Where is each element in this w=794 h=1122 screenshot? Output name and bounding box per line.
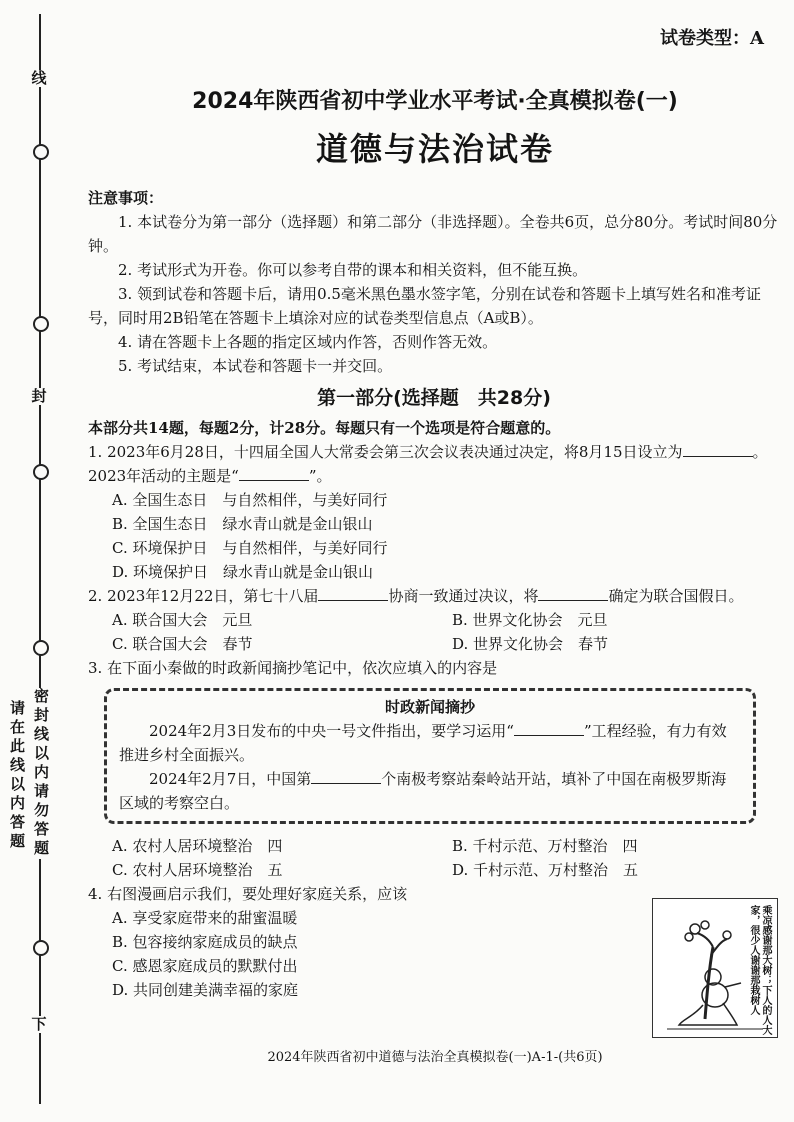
note-item: 3. 领到试卷和答题卡后，请用0.5毫米黑色墨水签字笔，分别在试卷和答题卡上填写姓名和准考证号，同时用2B铅笔在答题卡上填涂对应的试卷类型信息点（A或B）。: [88, 285, 761, 327]
news-excerpt-box: [104, 688, 756, 824]
question-3-stem: 3. 在下面小秦做的时政新闻摘抄笔记中，依次应填入的内容是: [88, 659, 498, 677]
answer-blank: [514, 719, 584, 736]
news-box-title: 时政新闻摘抄: [384, 698, 475, 716]
option: D. 千村示范、万村整治 五: [452, 861, 639, 879]
q1-stem-a: 1. 2023年6月28日，十四届全国人大常委会第三次会议表决通过决定，将8月15日设立为: [88, 443, 683, 461]
cartoon-caption: 乘凉感谢那大树；下人的人大家，很少人谢谢那栽树人: [748, 905, 771, 1035]
note-item: 2. 考试形式为开卷。你可以参考自带的课本和相关资料，但不能互换。: [118, 261, 588, 279]
option: A. 全国生态日 与自然相伴，与美好同行: [112, 491, 388, 509]
answer-blank: [311, 767, 381, 784]
cartoon-image: [652, 898, 778, 1038]
answer-blank: [683, 440, 753, 457]
q2-stem-d: 假日。: [698, 587, 744, 605]
news-text: 个南极考察站秦岭站开站，填补了中国在南极罗斯海区域的考察空白。: [119, 770, 727, 812]
margin-ring: [33, 940, 49, 956]
note-item: 5. 考试结束，本试卷和答题卡一并交回。: [118, 357, 393, 375]
question-1-options: [88, 488, 780, 584]
question-3-options: [88, 834, 780, 882]
exam-content: [88, 186, 780, 1002]
option: C. 农村人居环境整治 五: [112, 861, 283, 879]
margin-seal-note: 密封线以内请勿答题: [26, 688, 52, 859]
question-4-stem: 4. 右图漫画启示我们，要处理好家庭关系，应该: [88, 885, 408, 903]
part1-heading: 第一部分(选择题 共28分): [317, 387, 551, 409]
option: C. 环境保护日 与自然相伴，与美好同行: [112, 539, 388, 557]
margin-ring: [33, 144, 49, 160]
exam-title: 2024年陕西省初中学业水平考试·全真模拟卷(一): [192, 89, 678, 114]
option: B. 世界文化协会 元旦: [452, 611, 608, 629]
option: A. 享受家庭带来的甜蜜温暖: [112, 909, 298, 927]
question-2-options: [88, 608, 780, 656]
margin-side-note: 请在此线以内答题: [8, 700, 26, 852]
news-text: 2024年2月3日发布的中央一号文件指出，要学习运用“: [149, 722, 514, 740]
paper-type: 试卷类型：A: [660, 28, 764, 49]
note-item: 1. 本试卷分为第一部分（选择题）和第二部分（非选择题）。全卷共6页，总分80分。考试时间80分钟。: [88, 213, 778, 255]
binding-margin: [0, 0, 60, 1122]
option: D. 世界文化协会 春节: [452, 635, 609, 653]
news-text: 2024年2月7日，中国第: [149, 770, 312, 788]
option: B. 全国生态日 绿水青山就是金山银山: [112, 515, 373, 533]
notes-heading: 注意事项：: [88, 189, 164, 207]
option: D. 共同创建美满幸福的家庭: [112, 981, 299, 999]
option: C. 感恩家庭成员的默默付出: [112, 957, 298, 975]
option: B. 包容接纳家庭成员的缺点: [112, 933, 298, 951]
news-text: ”工程经验，有力有效推进乡村全面振兴。: [119, 722, 727, 764]
subject-title: 道德与法治试卷: [315, 130, 554, 168]
margin-ring: [33, 464, 49, 480]
answer-blank: [239, 464, 309, 481]
margin-char-feng: 封: [26, 388, 52, 405]
q2-stem-a: 2. 2023年12月22日，第七十八届: [88, 587, 319, 605]
margin-char-xian: 线: [26, 70, 52, 87]
page-footer: 2024年陕西省初中道德与法治全真模拟卷(一)A-1-(共6页): [267, 1050, 603, 1065]
question-2-stem: [88, 584, 780, 608]
part1-intro: 本部分共14题，每题2分，计28分。每题只有一个选项是符合题意的。: [88, 419, 561, 437]
q1-stem-c: ”。: [308, 467, 332, 485]
q2-stem-b: 协商一致通过决议，将: [388, 587, 539, 605]
margin-char-xia: 下: [26, 1016, 52, 1033]
option: C. 联合国大会 春节: [112, 635, 253, 653]
option: A. 农村人居环境整治 四: [112, 837, 283, 855]
option: D. 环境保护日 绿水青山就是金山银山: [112, 563, 374, 581]
margin-ring: [33, 640, 49, 656]
q2-stem-c: 确定为联合国: [608, 587, 699, 605]
news-paragraph: [119, 719, 741, 767]
news-paragraph: [119, 767, 741, 815]
answer-blank: [318, 584, 388, 601]
question-1-stem: [88, 440, 780, 488]
option: B. 千村示范、万村整治 四: [452, 837, 638, 855]
note-item: 4. 请在答题卡上各题的指定区域内作答，否则作答无效。: [118, 333, 498, 351]
answer-blank: [538, 584, 608, 601]
margin-ring: [33, 316, 49, 332]
option: A. 联合国大会 元旦: [112, 611, 253, 629]
q1-stem-b: 。2023年活动的主题是“: [88, 443, 768, 485]
